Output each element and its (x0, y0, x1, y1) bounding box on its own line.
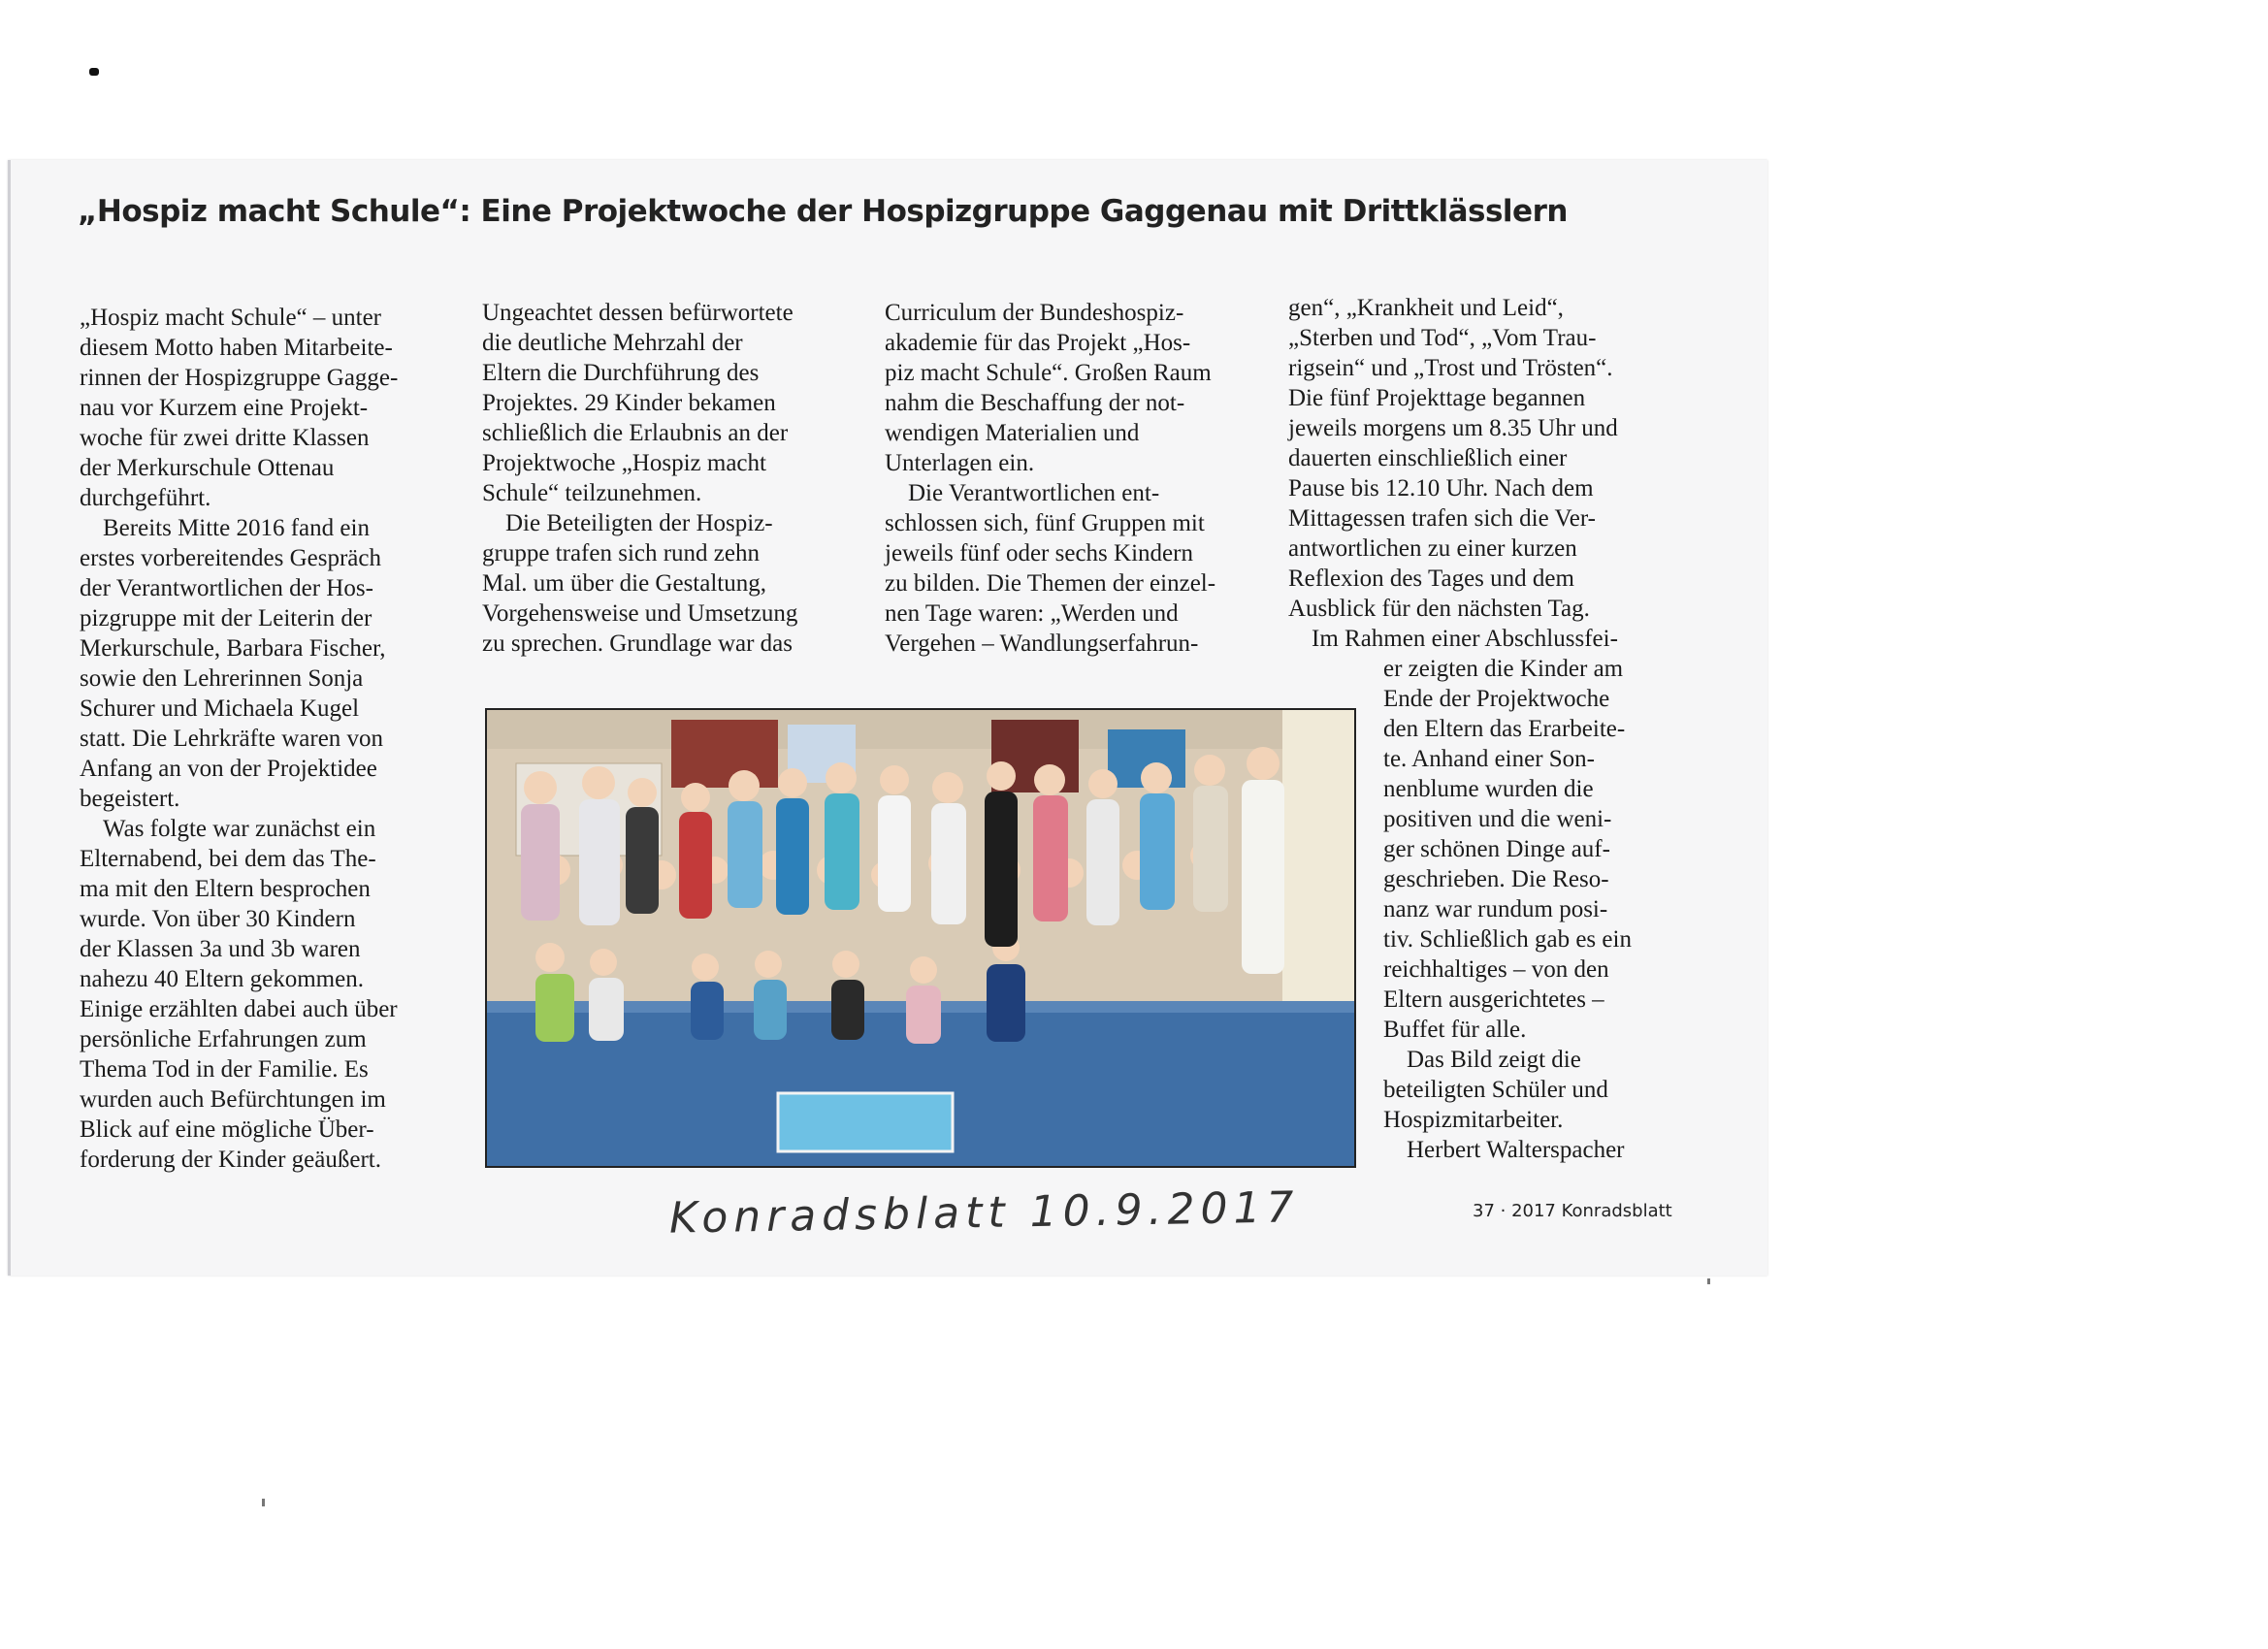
article-text-line: rinnen der Hospizgruppe Gagge- (80, 365, 399, 391)
article-text-line: gen“, „Krankheit und Leid“, (1288, 295, 1564, 321)
article-column-5 (1383, 654, 1632, 1165)
article-text-line: wurden auch Befürchtungen im (80, 1086, 386, 1113)
article-text-line: jeweils morgens um 8.35 Uhr und (1288, 415, 1618, 441)
article-text-line: nen Tage waren: „Werden und (885, 600, 1179, 627)
article-text-line: ger schönen Dinge auf- (1383, 836, 1610, 862)
article-text-line: Hospizmitarbeiter. (1383, 1107, 1564, 1133)
article-text-line: statt. Die Lehrkräfte waren von (80, 726, 384, 752)
article-text-line: nenblume wurden die (1383, 776, 1594, 802)
article-text-line: diesem Motto haben Mitarbeite- (80, 335, 393, 361)
article-text-line: forderung der Kinder geäußert. (80, 1147, 381, 1173)
article-text-line: Projektwoche „Hospiz macht (482, 450, 766, 476)
article-text-line: Die Verantwortlichen ent- (908, 480, 1160, 506)
article-text-line: Elternabend, bei dem das The- (80, 846, 376, 872)
article-text-line: zu bilden. Die Themen der einzel- (885, 570, 1216, 597)
article-text-line: wurde. Von über 30 Kindern (80, 906, 356, 932)
article-text-line: der Merkurschule Ottenau (80, 455, 335, 481)
article-text-line: Anfang an von der Projektidee (80, 756, 377, 782)
article-text-line: Einige erzählten dabei auch über (80, 996, 398, 1022)
article-text-line: den Eltern das Erarbeite- (1383, 716, 1626, 742)
group-photo (485, 708, 1356, 1168)
article-text-line: pizgruppe mit der Leiterin der (80, 605, 373, 631)
article-text-line: positiven und die weni- (1383, 806, 1612, 832)
article-text-line: nahm die Beschaffung der not- (885, 390, 1185, 416)
article-text-line: reichhaltiges – von den (1383, 956, 1609, 983)
article-text-line: Vorgehensweise und Umsetzung (482, 600, 798, 627)
article-text-line: er zeigten die Kinder am (1383, 656, 1624, 682)
article-text-line: Die fünf Projekttage begannen (1288, 385, 1586, 411)
article-text-line: Eltern ausgerichtetes – (1383, 986, 1604, 1013)
article-text-line: Reflexion des Tages und dem (1288, 566, 1574, 592)
article-text-line: Bereits Mitte 2016 fand ein (103, 515, 370, 541)
article-text-line: nahezu 40 Eltern gekommen. (80, 966, 364, 992)
article-text-line: Das Bild zeigt die (1407, 1047, 1581, 1073)
article-text-line: der Klassen 3a und 3b waren (80, 936, 361, 962)
article-text-line: Unterlagen ein. (885, 450, 1035, 476)
article-text-line: wendigen Materialien und (885, 420, 1140, 446)
article-text-line: nanz war rundum posi- (1383, 896, 1608, 922)
scan-speck (1707, 1278, 1710, 1284)
article-text-line: Eltern die Durchführung des (482, 360, 760, 386)
article-column-2 (482, 298, 797, 659)
article-text-line: rigsein“ und „Trost und Trösten“. (1288, 355, 1613, 381)
article-text-line: schließlich die Erlaubnis an der (482, 420, 789, 446)
article-text-line: begeistert. (80, 786, 180, 812)
article-text-line: Die Beteiligten der Hospiz- (505, 510, 773, 536)
article-text-line: „Hospiz macht Schule“ – unter (80, 305, 382, 331)
article-text-line: akademie für das Projekt „Hos- (885, 330, 1191, 356)
scan-speck (89, 68, 99, 76)
article-text-line: tiv. Schließlich gab es ein (1383, 926, 1632, 953)
article-text-line: der Verantwortlichen der Hos- (80, 575, 373, 601)
article-text-line: Ende der Projektwoche (1383, 686, 1610, 712)
article-text-line: schlossen sich, fünf Gruppen mit (885, 510, 1205, 536)
article-text-line: geschrieben. Die Reso- (1383, 866, 1609, 892)
article-column-4 (1288, 293, 1618, 654)
article-text-line: Schule“ teilzunehmen. (482, 480, 702, 506)
article-text-line: Curriculum der Bundeshospiz- (885, 300, 1184, 326)
article-text-line: Blick auf eine mögliche Über- (80, 1116, 374, 1143)
article-text-line: zu sprechen. Grundlage war das (482, 630, 794, 657)
article-text-line: die deutliche Mehrzahl der (482, 330, 743, 356)
article-headline: „Hospiz macht Schule“: Eine Projektwoche der Hospizgruppe Gaggenau mit Drittklässlern (78, 194, 1568, 229)
article-text-line: gruppe trafen sich rund zehn (482, 540, 760, 566)
article-text-line: Ungeachtet dessen befürwortete (482, 300, 794, 326)
issue-credit: 37 · 2017 Konradsblatt (1473, 1201, 1672, 1221)
group-photo-illustration (487, 710, 1354, 1166)
article-text-line: durchgeführt. (80, 485, 211, 511)
article-text-line: Mal. um über die Gestaltung, (482, 570, 766, 597)
article-text-line: Mittagessen trafen sich die Ver- (1288, 505, 1596, 532)
article-text-line: Im Rahmen einer Abschlussfei- (1312, 626, 1618, 652)
article-text-line: jeweils fünf oder sechs Kindern (885, 540, 1193, 566)
article-text-line: antwortlichen zu einer kurzen (1288, 535, 1577, 562)
handwritten-source-note: Konradsblatt 10.9.2017 (668, 1182, 1300, 1244)
article-text-line: te. Anhand einer Son- (1383, 746, 1596, 772)
article-text-line: ma mit den Eltern besprochen (80, 876, 371, 902)
article-text-line: Projektes. 29 Kinder bekamen (482, 390, 776, 416)
scan-speck (262, 1499, 265, 1506)
article-column-1 (80, 303, 398, 1175)
article-column-3 (885, 298, 1215, 659)
article-text-line: Herbert Walterspacher (1407, 1137, 1625, 1163)
article-text-line: Pause bis 12.10 Uhr. Nach dem (1288, 475, 1594, 501)
article-text-line: Schurer und Michaela Kugel (80, 695, 360, 722)
article-text-line: woche für zwei dritte Klassen (80, 425, 370, 451)
article-text-line: nau vor Kurzem eine Projekt- (80, 395, 369, 421)
clipping-edge (8, 160, 11, 1276)
article-text-line: Merkurschule, Barbara Fischer, (80, 635, 386, 662)
article-text-line: beteiligten Schüler und (1383, 1077, 1608, 1103)
article-text-line: Vergehen – Wandlungserfahrun- (885, 630, 1199, 657)
article-text-line: piz macht Schule“. Großen Raum (885, 360, 1212, 386)
article-text-line: dauerten einschließlich einer (1288, 445, 1568, 471)
article-text-line: „Sterben und Tod“, „Vom Trau- (1288, 325, 1597, 351)
article-text-line: Buffet für alle. (1383, 1017, 1527, 1043)
article-text-line: Was folgte war zunächst ein (103, 816, 376, 842)
article-text-line: Ausblick für den nächsten Tag. (1288, 596, 1590, 622)
article-text-line: erstes vorbereitendes Gespräch (80, 545, 381, 571)
article-text-line: Thema Tod in der Familie. Es (80, 1056, 369, 1083)
article-text-line: sowie den Lehrerinnen Sonja (80, 665, 364, 692)
article-text-line: persönliche Erfahrungen zum (80, 1026, 367, 1052)
